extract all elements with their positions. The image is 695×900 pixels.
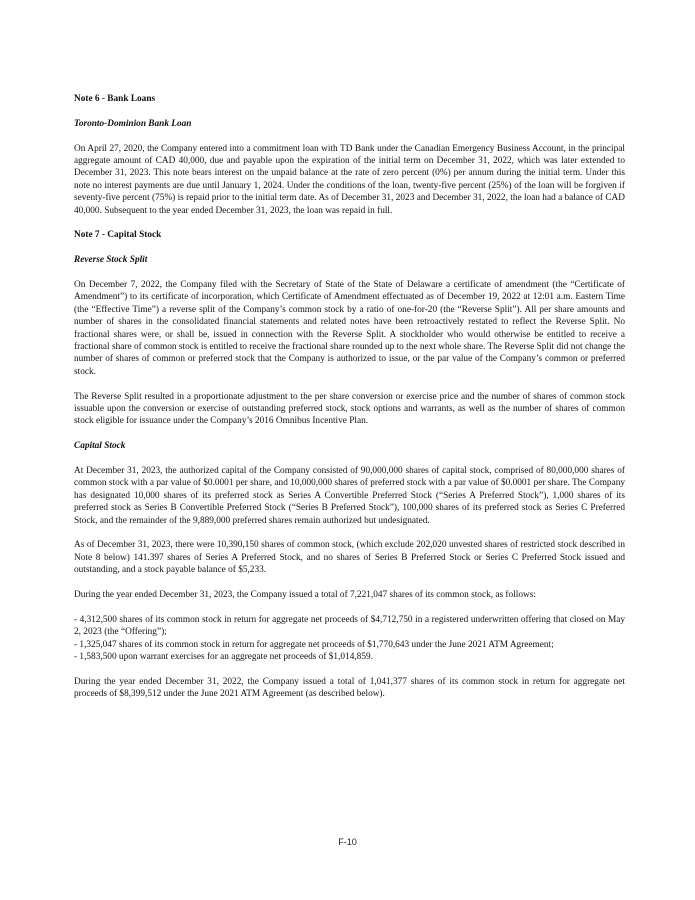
page-content: [74, 93, 625, 713]
page-number: F-10: [338, 837, 357, 847]
reverse-split-paragraph-1: On December 7, 2022, the Company filed with the Secretary of State of the State of Delaware a certificate of amendment (the “Certificate of Amendment”) to its certificate of incorporation, which Certificate of Amendment effectuated as of December 19, 2022 at 12:01 a.m. Eastern Time (the “Effective Time”) a reverse split of the Company’s common stock by a ratio of one-for-20 (the “Reverse Split”). All per share amounts and number of shares in the consolidated financial statements and related notes have been retroactively restated to reflect the Reverse Split. No fractional shares were, or shall be, issued in connection with the Reverse Split. A stockholder who would otherwise be entitled to receive a fractional share of common stock is entitled to receive the fractional share rounded up to the next whole share. The Reverse Split did not change the number of shares of common or preferred stock that the Company is authorized to issue, or the par value of the Company’s common or preferred stock.: [74, 280, 625, 377]
capital-stock-paragraph-4: During the year ended December 31, 2022, the Company issued a total of 1,041,377 shares of its common stock in return for aggregate net proceeds of $8,399,512 under the June 2021 ATM Agreement (as described below).: [74, 676, 625, 700]
reverse-split-paragraph-2: The Reverse Split resulted in a proportionate adjustment to the per share conversion or exercise price and the number of shares of common stock issuable upon the conversion or exercise of outstanding preferred stock, stock options and warrants, as well as the number of shares of common stock eligible for issuance under the Company’s 2016 Omnibus Incentive Plan.: [74, 391, 625, 427]
capital-stock-paragraph-1: At December 31, 2023, the authorized capital of the Company consisted of 90,000,000 shares of capital stock, comprised of 80,000,000 shares of common stock with a par value of $0.0001 per share, and 10,000,000 shares of preferred stock with a par value of $0.0001 per share. The Company has designated 10,000 shares of its preferred stock as Series A Convertible Preferred Stock (“Series A Preferred Stock”), 1,000 shares of its preferred stock as Series B Convertible Preferred Stock (“Series B Preferred Stock”), 100,000 shares of its preferred stock as Series C Preferred Stock, and the remainder of the 9,889,000 preferred shares remain authorized but undesignated.: [74, 466, 625, 526]
td-bank-loan-paragraph: On April 27, 2020, the Company entered into a commitment loan with TD Bank under the Canadian Emergency Business Account, in the principal aggregate amount of CAD 40,000, due and payable upon the expiration of the initial term on December 31, 2022, which was later extended to December 31, 2023. This note bears interest on the unpaid balance at the rate of zero percent (0%) per annum during the initial term. Under this note no interest payments are due until January 1, 2024. Under the conditions of the loan, twenty-five percent (25%) of the loan will be forgiven if seventy-five percent (75%) is repaid prior to the initial term date. As of December 31, 2023 and December 31, 2022, the loan had a balance of CAD 40,000. Subsequent to the year ended December 31, 2023, the loan was repaid in full.: [74, 143, 625, 216]
capital-stock-paragraph-2: As of December 31, 2023, there were 10,390,150 shares of common stock, (which exclude 202,020 unvested shares of restricted stock described in Note 8 below) 141.397 shares of Series A Preferred Stock, and no shares of Series B Preferred Stock or Series C Preferred Stock issued and outstanding, and a stock payable balance of $5,233.: [74, 540, 625, 576]
note7-heading: Note 7 - Capital Stock: [74, 230, 162, 241]
note6-heading: Note 6 - Bank Loans: [74, 94, 156, 104]
list-item: - 1,583,500 upon warrant exercises for an aggregate net proceeds of $1,014,859.: [74, 652, 373, 663]
td-bank-loan-subheading: Toronto-Dominion Bank Loan: [74, 118, 192, 129]
list-item: - 4,312,500 shares of its common stock in return for aggregate net proceeds of $4,712,750 in a registered underwritten offering that closed on May 2, 2023 (the “Offering”);: [74, 614, 625, 638]
share-issuance-list: [74, 614, 625, 664]
capital-stock-subheading: Capital Stock: [74, 441, 126, 452]
capital-stock-paragraph-3: During the year ended December 31, 2023, the Company issued a total of 7,221,047 shares of its common stock, as follows:: [74, 590, 536, 601]
reverse-split-subheading: Reverse Stock Split: [74, 255, 148, 266]
list-item: - 1,325,047 shares of its common stock in return for aggregate net proceeds of $1,770,643 under the June 2021 ATM Agreement;: [74, 639, 554, 650]
